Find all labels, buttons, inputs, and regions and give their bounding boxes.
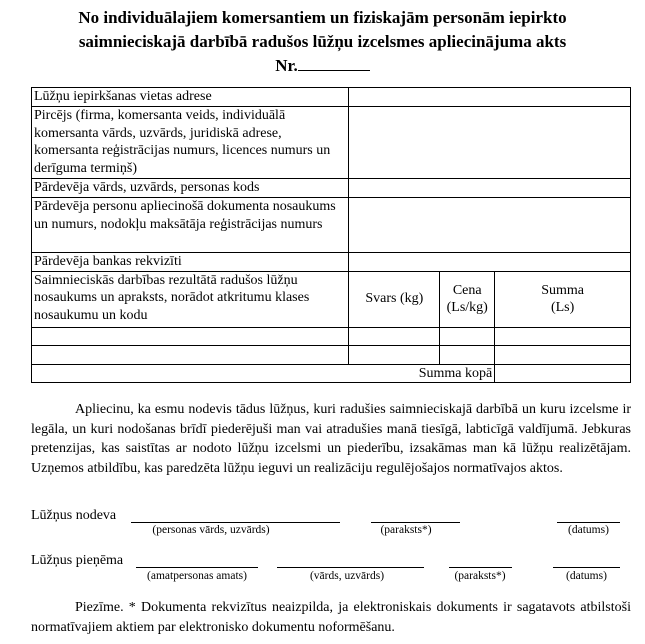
handed-over-date-caption: (datums) <box>568 524 609 536</box>
row-label-buyer: Pircējs (firma, komersanta veids, individuālā komersanta vārds, uzvārds, juridiskā adrese, komersanta reģistrācijas numurs, licences numurs un derīguma termiņš) <box>32 107 349 179</box>
header-price <box>440 271 495 327</box>
received-signature-caption: (paraksts*) <box>454 570 506 582</box>
handed-over-name-caption: (personas vārds, uzvārds) <box>152 524 270 536</box>
seller-bank-value-cell[interactable] <box>349 253 631 272</box>
received-date-line[interactable] <box>553 567 620 568</box>
title-line-1: No individuālajiem komersantiem un fiziskajām personām iepirkto <box>78 8 567 27</box>
received-label: Lūžņus pieņēma <box>31 553 124 568</box>
total-value-cell[interactable] <box>495 364 631 383</box>
row-label-address: Lūžņu iepirkšanas vietas adrese <box>32 88 349 107</box>
table-row <box>32 327 631 345</box>
document-title <box>0 6 645 78</box>
header-sum-line1: Summa <box>541 282 584 298</box>
title-line-2: saimnieciskajā darbībā radušos lūžņu izcelsmes apliecinājuma akts <box>78 32 567 51</box>
item-sum-cell[interactable] <box>495 345 631 364</box>
act-number <box>0 54 645 78</box>
item-description-cell[interactable] <box>32 345 349 364</box>
act-number-field[interactable] <box>298 54 370 71</box>
header-sum <box>495 271 631 327</box>
address-value-cell[interactable] <box>349 88 631 107</box>
handed-over-date-line[interactable] <box>557 522 620 523</box>
item-sum-cell[interactable] <box>495 327 631 345</box>
header-price-line1: Cena <box>452 282 482 298</box>
received-position-caption: (amatpersonas amats) <box>147 570 247 582</box>
row-label-seller-name: Pārdevēja vārds, uzvārds, personas kods <box>32 179 349 198</box>
received-name-caption: (vārds, uzvārds) <box>309 570 385 582</box>
item-weight-cell[interactable] <box>349 327 440 345</box>
table-row <box>32 345 631 364</box>
received-position-line[interactable] <box>136 567 258 568</box>
seller-document-value-cell[interactable] <box>349 198 631 253</box>
declaration-paragraph: Apliecinu, ka esmu nodevis tādus lūžņus, kuri radušies saimnieciskajā darbībā un kuru izcelsme ir legāla, un kuri nodošanas brīdī piederējuši man vai atradušies manā tiesīgā, labticīgā valdījumā. Jebkuras pretenzijas, kas saistītas ar nodoto lūžņu izcelsmi un piederību, izsakāmas man kā lūžņu realizētājam. Uzņemos atbildību, kas paredzēta lūžņu ieguvi un realizāciju regulējošajos normatīvajos aktos. <box>31 402 631 476</box>
header-price-line2: (Ls/kg) <box>446 300 488 315</box>
row-label-seller-bank: Pārdevēja bankas rekvizīti <box>32 253 349 272</box>
total-label: Summa kopā <box>32 364 495 383</box>
item-price-cell[interactable] <box>440 345 495 364</box>
seller-name-value-cell[interactable] <box>349 179 631 198</box>
act-table <box>31 87 631 383</box>
handed-over-signature-caption: (paraksts*) <box>380 524 432 536</box>
handed-over-name-line[interactable] <box>131 522 340 523</box>
buyer-value-cell[interactable] <box>349 107 631 179</box>
received-name-line[interactable] <box>277 567 424 568</box>
footnote: Piezīme. * Dokumenta rekvizītus neaizpilda, ja elektroniskais dokuments ir sagatavots atbilstoši normatīvajiem aktiem par elektronisko dokumentu noformēšanu. <box>31 600 631 635</box>
header-weight: Svars (kg) <box>349 271 440 327</box>
item-description-cell[interactable] <box>32 327 349 345</box>
act-number-label: Nr. <box>275 56 298 75</box>
header-sum-line2: (Ls) <box>550 300 575 315</box>
item-price-cell[interactable] <box>440 327 495 345</box>
handed-over-signature-line[interactable] <box>371 522 460 523</box>
received-date-caption: (datums) <box>566 570 607 582</box>
row-label-seller-document: Pārdevēja personu apliecinošā dokumenta nosaukums un numurs, nodokļu maksātāja reģistrācijas numurs <box>32 198 349 253</box>
received-signature-line[interactable] <box>449 567 512 568</box>
handed-over-label: Lūžņus nodeva <box>31 508 117 523</box>
header-description: Saimnieciskās darbības rezultātā radušos lūžņu nosaukums un apraksts, norādot atkritumu klases nosaukumu un kodu <box>32 271 349 327</box>
item-weight-cell[interactable] <box>349 345 440 364</box>
